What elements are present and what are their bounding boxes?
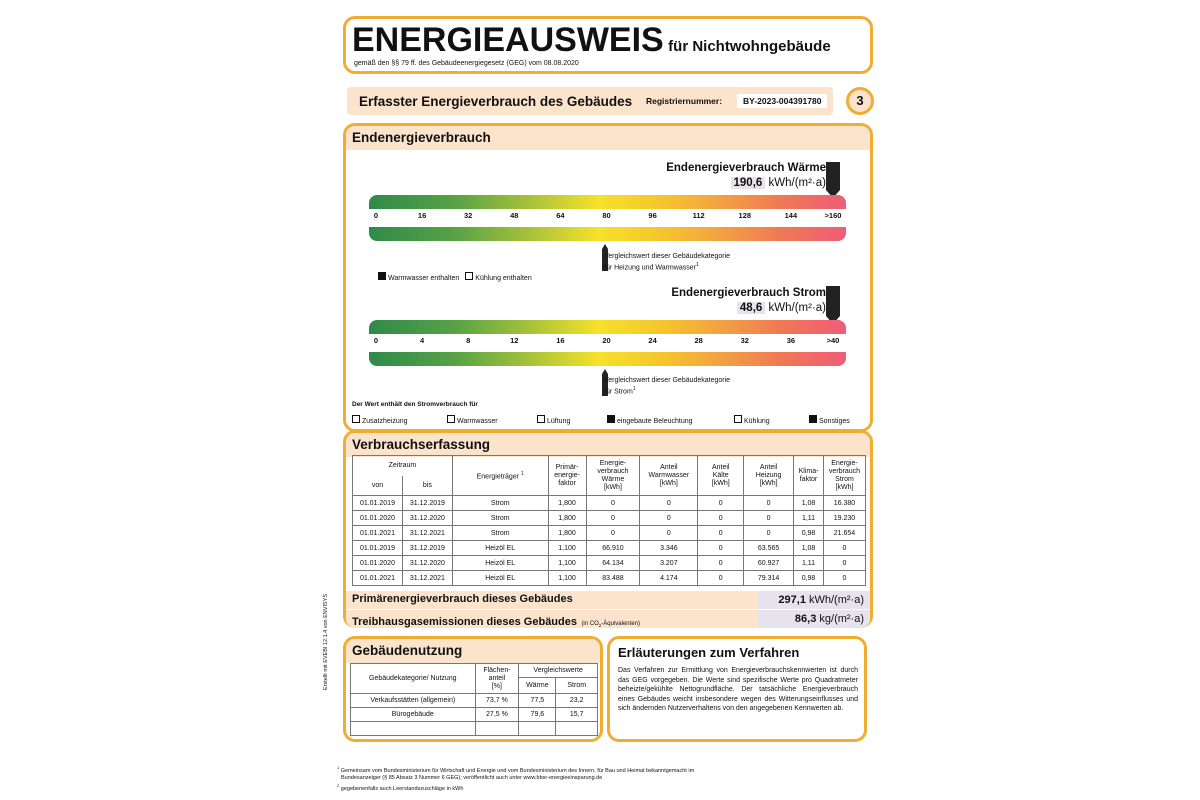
cell-warmwasser: 0 — [640, 526, 698, 541]
cell-von: 01.01.2021 — [353, 571, 403, 586]
thg-row — [346, 610, 870, 628]
col-vw-waerme: Wärme — [519, 678, 556, 694]
strom-unit: kWh/(m²·a) — [768, 302, 826, 314]
strom-compare-text-2: für Strom — [604, 388, 633, 396]
col-vergleichswerte: Vergleichswerte — [519, 664, 598, 678]
checkbox-icon — [537, 415, 545, 423]
col-ev-waerme: Energie- verbrauch Wärme [kWh] — [586, 456, 640, 496]
cell-primaer: 1,100 — [548, 556, 586, 571]
col-primaerfaktor: Primär- energie- faktor — [548, 456, 586, 496]
col-ev-strom: Energie- verbrauch Strom [kWh] — [823, 456, 865, 496]
cell-primaer: 1,800 — [548, 496, 586, 511]
checkbox-icon — [607, 415, 615, 423]
cell-kaelte: 0 — [698, 571, 744, 586]
col-heizung: Anteil Heizung [kWh] — [744, 456, 794, 496]
check-warmwasser-label: Warmwasser enthalten — [388, 275, 460, 282]
strom-tick-label: 4 — [420, 336, 425, 345]
strom-tick-label: 24 — [648, 336, 657, 345]
cell-klima: 0,98 — [794, 526, 824, 541]
check-zusatzheizung[interactable] — [352, 415, 408, 425]
erlaeuterung-section — [607, 636, 867, 742]
table-row — [351, 694, 598, 708]
strom-tick-label: 28 — [694, 336, 703, 345]
checkbox-icon — [378, 272, 386, 280]
nutzung-table — [350, 663, 598, 736]
reg-label: Registriernummer: — [646, 96, 723, 106]
waerme-value: 190,6 — [731, 177, 766, 189]
col-zeitraum: Zeitraum — [353, 456, 453, 476]
col-warmwasser: Anteil Warmwasser [kWh] — [640, 456, 698, 496]
thg-value: 86,3 — [794, 613, 817, 625]
strom-tick-label: 12 — [510, 336, 519, 345]
cell-von: 01.01.2020 — [353, 556, 403, 571]
col-kategorie: Gebäudekategorie/ Nutzung — [351, 664, 476, 694]
strom-tick-label: 32 — [740, 336, 749, 345]
waerme-unit: kWh/(m²·a) — [768, 177, 826, 189]
endenergie-section — [343, 123, 873, 432]
footnote-1-line-1: Gemeinsam vom Bundesministerium für Wirtschaft und Energie und vom Bundesministerium des Innern, für Bau und Heimat bekanntgemacht im — [340, 767, 695, 774]
footnote-2-text: gegebenenfalls auch Leerstandszuschläge in kWh — [340, 785, 464, 792]
check-lueftung-label: Lüftung — [547, 418, 571, 425]
cell-vw-strom: 15,7 — [556, 708, 598, 722]
side-credit: Erstellt mit EVEBI 12.1.4 von ENVISYS — [323, 594, 329, 690]
cell-von: 01.01.2019 — [353, 541, 403, 556]
strom-label: Endenergieverbrauch Strom — [671, 287, 826, 299]
col-vw-strom: Strom — [556, 678, 598, 694]
footnote-2-number: 2 — [337, 782, 340, 788]
nutzung-title: Gebäudenutzung — [346, 639, 600, 663]
nutzung-section — [343, 636, 603, 742]
page-number: 3 — [846, 87, 874, 115]
check-kuehlung-strom-label: Kühlung — [744, 418, 770, 425]
cell-warmwasser: 4.174 — [640, 571, 698, 586]
primaer-value: 297,1 — [778, 594, 806, 606]
cell-klima: 0,98 — [794, 571, 824, 586]
cell-vw-waerme: 77,5 — [519, 694, 556, 708]
waerme-compare-sup: 1 — [695, 262, 699, 268]
strom-note: Der Wert enthält den Stromverbrauch für — [352, 401, 478, 408]
strom-value: 48,6 — [737, 302, 765, 314]
footnotes — [337, 764, 857, 793]
cell-kaelte: 0 — [698, 496, 744, 511]
col-von: von — [353, 476, 403, 496]
footnote-1-line-2: Bundesanzeiger (§ 85 Absatz 3 Nummer 6 GEG); veröffentlicht auch unter www.bbsr-energieeinsparung.de — [341, 774, 603, 781]
checkbox-icon — [352, 415, 360, 423]
cell-klima: 1,11 — [794, 511, 824, 526]
col-energietraeger-label: Energieträger — [476, 473, 520, 481]
waerme-tick-label: 32 — [464, 211, 473, 220]
cell-bis: 31.12.2019 — [402, 496, 452, 511]
cell-primaer: 1,100 — [548, 541, 586, 556]
cell-kaelte: 0 — [698, 541, 744, 556]
cell-primaer: 1,800 — [548, 511, 586, 526]
strom-tick-label: 8 — [466, 336, 471, 345]
cell-vw-waerme: 79,6 — [519, 708, 556, 722]
check-warmwasser-strom[interactable] — [447, 415, 498, 425]
cell-klima: 1,08 — [794, 496, 824, 511]
cell-bis: 31.12.2020 — [402, 511, 452, 526]
waerme-tick-label: 112 — [692, 211, 705, 220]
title-suffix: für Nichtwohngebäude — [668, 38, 831, 55]
cell-von: 01.01.2020 — [353, 511, 403, 526]
waerme-tick-label: 0 — [373, 211, 379, 220]
waerme-tick-label: 16 — [417, 211, 427, 220]
check-kuehlung-strom[interactable] — [734, 415, 770, 425]
cell-primaer: 1,800 — [548, 526, 586, 541]
check-beleuchtung[interactable] — [607, 415, 693, 425]
cell-heizung: 0 — [744, 496, 794, 511]
cell-traeger: Strom — [452, 511, 548, 526]
reg-value: BY-2023-004391780 — [737, 94, 827, 108]
waerme-compare-text-1: Vergleichswert dieser Gebäudekategorie — [604, 253, 731, 260]
cell-ev-strom: 0 — [823, 556, 865, 571]
cell-heizung: 0 — [744, 526, 794, 541]
strom-scale-bar — [369, 320, 846, 366]
waerme-tick-label: 128 — [738, 211, 752, 220]
erlaeuterung-text: Das Verfahren zur Ermittlung von Energieverbrauchskennwerten ist durch das GEG vorgegeben. Die Werte sind spezifische Werte pro Quadratmeter beheizte/gekühlte Nettogrundfläche. Der tatsächliche Energieverbrauch eines Gebäudes weicht insbesondere wegen des Witterungseinflusses und sich ändernden Nutzerverhaltens von den angegebenen Kennwerten ab. — [618, 667, 858, 713]
cell-vw-strom: 23,2 — [556, 694, 598, 708]
col-flaechenanteil: Flächen- anteil [%] — [475, 664, 519, 694]
verbrauch-table — [352, 455, 866, 586]
col-klimafaktor: Klima- faktor — [794, 456, 824, 496]
primaer-row — [346, 591, 870, 609]
cell-heizung: 0 — [744, 511, 794, 526]
cell-heizung: 63.565 — [744, 541, 794, 556]
thg-note — [581, 621, 640, 627]
cell-bis: 31.12.2021 — [402, 571, 452, 586]
table-row — [353, 556, 866, 571]
strom-compare-sup: 1 — [632, 386, 636, 392]
cell-warmwasser: 0 — [640, 496, 698, 511]
primaer-label: Primärenergieverbrauch dieses Gebäudes — [352, 593, 573, 605]
primaer-unit: kWh/(m²·a) — [809, 594, 864, 606]
footnote-1-number: 1 — [337, 765, 340, 770]
cell-ev-waerme: 83.488 — [586, 571, 640, 586]
cell-traeger: Strom — [452, 526, 548, 541]
cell-warmwasser: 3.346 — [640, 541, 698, 556]
cell-ev-strom: 19.230 — [823, 511, 865, 526]
cell-bis: 31.12.2019 — [402, 541, 452, 556]
thg-note-post: -Äquivalenten) — [601, 621, 640, 627]
thg-note-sub: 2 — [598, 623, 602, 629]
cell-warmwasser: 0 — [640, 511, 698, 526]
checkbox-icon — [465, 272, 473, 280]
table-row — [353, 526, 866, 541]
section-banner — [347, 87, 833, 115]
cell-ev-waerme: 64.134 — [586, 556, 640, 571]
cell-klima: 1,08 — [794, 541, 824, 556]
cell-ev-strom: 21.654 — [823, 526, 865, 541]
cell-ev-waerme: 0 — [586, 526, 640, 541]
strom-tick-label: 0 — [373, 336, 379, 345]
title-main: ENERGIEAUSWEIS — [352, 21, 664, 59]
cell-heizung: 60.927 — [744, 556, 794, 571]
cell-anteil: 27,5 % — [475, 708, 519, 722]
cell-kaelte: 0 — [698, 556, 744, 571]
cell-bis: 31.12.2021 — [402, 526, 452, 541]
thg-note-pre: (in CO — [581, 621, 599, 627]
table-row — [353, 511, 866, 526]
waerme-tick-label: 64 — [556, 211, 565, 220]
cell-kaelte: 0 — [698, 511, 744, 526]
cell-ev-strom: 16.380 — [823, 496, 865, 511]
header-box — [343, 16, 873, 74]
check-lueftung[interactable] — [537, 415, 570, 425]
waerme-compare-text-2: für Heizung und Warmwasser — [604, 264, 696, 272]
cell-ev-waerme: 0 — [586, 511, 640, 526]
cell-ev-strom: 0 — [823, 541, 865, 556]
thg-label: Treibhausgasemissionen dieses Gebäudes — [352, 616, 577, 628]
cell-ev-strom: 0 — [823, 571, 865, 586]
waerme-tick-label: >160 — [824, 211, 842, 220]
cell-kaelte: 0 — [698, 526, 744, 541]
endenergie-title: Endenergieverbrauch — [346, 126, 870, 150]
cell-traeger: Heizöl EL — [452, 541, 548, 556]
verbrauch-title: Verbrauchserfassung — [346, 433, 870, 457]
col-kaelte: Anteil Kälte [kWh] — [698, 456, 744, 496]
cell-warmwasser: 3.207 — [640, 556, 698, 571]
col-energietraeger-sup: 1 — [521, 470, 524, 477]
cell-primaer: 1,100 — [548, 571, 586, 586]
cell-traeger: Heizöl EL — [452, 571, 548, 586]
verbrauch-section — [343, 430, 873, 628]
check-sonstiges-label: Sonstiges — [819, 418, 850, 425]
table-row — [353, 541, 866, 556]
cell-traeger: Heizöl EL — [452, 556, 548, 571]
check-kuehlung-label: Kühlung enthalten — [475, 275, 532, 282]
check-kuehlung[interactable] — [465, 275, 531, 282]
cell-kategorie: Bürogebäude — [351, 708, 476, 722]
strom-compare-text-1: Vergleichswert dieser Gebäudekategorie — [604, 377, 731, 384]
check-warmwasser-strom-label: Warmwasser — [457, 418, 498, 425]
waerme-label: Endenergieverbrauch Wärme — [666, 162, 826, 174]
thg-unit: kg/(m²·a) — [819, 613, 864, 625]
cell-ev-waerme: 66.910 — [586, 541, 640, 556]
cell-ev-waerme: 0 — [586, 496, 640, 511]
erlaeuterung-title: Erläuterungen zum Verfahren — [618, 645, 800, 660]
waerme-checkboxes — [378, 272, 532, 282]
energieausweis-page — [323, 0, 875, 800]
waerme-tick-label: 48 — [510, 211, 519, 220]
header-subtitle: gemäß den §§ 79 ff. des Gebäudeenergiegesetz (GEG) vom 08.08.2020 — [354, 60, 579, 67]
col-bis: bis — [402, 476, 452, 496]
table-row — [351, 708, 598, 722]
cell-anteil: 73,7 % — [475, 694, 519, 708]
cell-heizung: 79.314 — [744, 571, 794, 586]
check-sonstiges[interactable] — [809, 415, 850, 425]
strom-tick-label: 36 — [786, 336, 796, 345]
table-row — [353, 496, 866, 511]
cell-von: 01.01.2021 — [353, 526, 403, 541]
table-row — [353, 571, 866, 586]
banner-title: Erfasster Energieverbrauch des Gebäudes — [359, 94, 633, 109]
waerme-marker — [826, 162, 840, 198]
check-beleuchtung-label: eingebaute Beleuchtung — [617, 418, 693, 425]
waerme-scale-bar — [369, 195, 846, 241]
cell-traeger: Strom — [452, 496, 548, 511]
checkbox-icon — [734, 415, 742, 423]
check-warmwasser[interactable] — [378, 275, 459, 282]
col-energietraeger — [452, 456, 548, 496]
table-row-empty — [351, 722, 598, 736]
cell-bis: 31.12.2020 — [402, 556, 452, 571]
check-zusatzheizung-label: Zusatzheizung — [362, 418, 408, 425]
cell-klima: 1,11 — [794, 556, 824, 571]
waerme-tick-label: 144 — [784, 211, 798, 220]
checkbox-icon — [809, 415, 817, 423]
strom-tick-label: 16 — [556, 336, 565, 345]
waerme-tick-label: 80 — [602, 211, 611, 220]
cell-von: 01.01.2019 — [353, 496, 403, 511]
checkbox-icon — [447, 415, 455, 423]
strom-tick-label: 20 — [602, 336, 611, 345]
strom-marker — [826, 286, 840, 324]
strom-tick-label: >40 — [826, 336, 840, 345]
cell-kategorie: Verkaufsstätten (allgemein) — [351, 694, 476, 708]
waerme-tick-label: 96 — [648, 211, 657, 220]
